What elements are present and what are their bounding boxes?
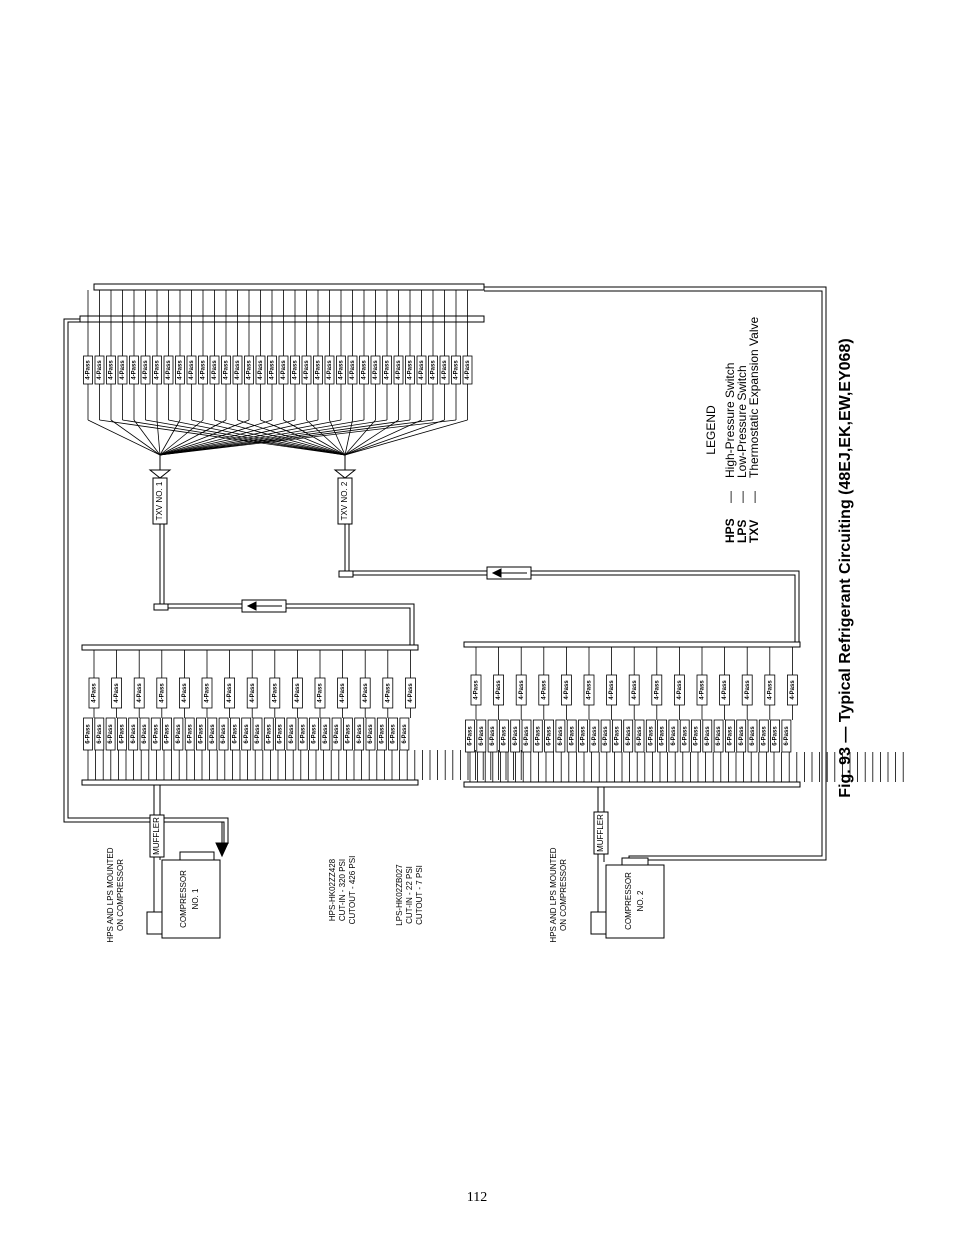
condenser2-4pass-label: 4-Pass xyxy=(699,680,706,700)
evaporator-pass-label: 4-Pass xyxy=(430,360,437,380)
evaporator-pass-label: 4-Pass xyxy=(407,360,414,380)
condenser2-6pass-label: 6-Pass xyxy=(738,726,745,746)
condenser1-top-header xyxy=(82,645,418,650)
evaporator-pass-label: 4-Pass xyxy=(223,360,230,380)
condenser1-6pass-label: 6-Pass xyxy=(96,724,103,744)
distributor-line-2 xyxy=(345,420,468,455)
mounted-note-1: HPS AND LPS MOUNTED xyxy=(106,847,116,943)
condenser2-4pass-label: 4-Pass xyxy=(722,680,729,700)
condenser2-4pass-label: 4-Pass xyxy=(676,680,683,700)
distributor-line-1 xyxy=(160,420,410,455)
condenser1-4pass-label: 4-Pass xyxy=(294,683,301,703)
condenser1-6pass-label: 6-Pass xyxy=(198,724,205,744)
lps-note: LPS-HK02ZB027 xyxy=(395,864,405,926)
evaporator-pass-label: 4-Pass xyxy=(212,360,219,380)
txv1-label: TXV NO. 1 xyxy=(155,481,165,521)
evaporator-pass-label: 4-Pass xyxy=(177,360,184,380)
condenser2-4pass-label: 4-Pass xyxy=(473,680,480,700)
condenser2-top-header xyxy=(464,642,800,647)
condenser1-6pass-label: 6-Pass xyxy=(300,724,307,744)
liquid-line-1 xyxy=(160,524,410,645)
legend-desc: Low-Pressure Switch xyxy=(735,365,750,478)
condenser2-6pass-label: 6-Pass xyxy=(716,726,723,746)
condenser2-6pass-label: 6-Pass xyxy=(772,726,779,746)
condenser1-6pass-label: 6-Pass xyxy=(175,724,182,744)
mounted-note-2: HPS AND LPS MOUNTED xyxy=(549,847,559,943)
compressor-1-top xyxy=(180,852,214,860)
condenser2-4pass-label: 4-Pass xyxy=(654,680,661,700)
condenser2-6pass-label: 6-Pass xyxy=(569,726,576,746)
condenser1-6pass-label: 6-Pass xyxy=(85,724,92,744)
evaporator-pass-label: 4-Pass xyxy=(419,360,426,380)
hps-note: HPS-HK02ZZ428 xyxy=(328,858,338,922)
condenser1-4pass-label: 4-Pass xyxy=(227,683,234,703)
muffler2-label: MUFFLER xyxy=(596,814,606,852)
condenser1-6pass-label: 6-Pass xyxy=(277,724,284,744)
condenser1-6pass-label: 6-Pass xyxy=(164,724,171,744)
condenser1-6pass-label: 6-Pass xyxy=(209,724,216,744)
evaporator-pass-label: 4-Pass xyxy=(292,360,299,380)
condenser1-6pass-label: 6-Pass xyxy=(142,724,149,744)
condenser2-6pass-label: 6-Pass xyxy=(704,726,711,746)
evaporator-pass-label: 4-Pass xyxy=(97,360,104,380)
condenser1-6pass-label: 6-Pass xyxy=(119,724,126,744)
distributor-line-2 xyxy=(238,420,346,455)
evaporator-pass-label: 4-Pass xyxy=(327,360,334,380)
evaporator-pass-label: 4-Pass xyxy=(338,360,345,380)
compressor2-label: COMPRESSOR xyxy=(624,872,634,930)
compressor-1-switch xyxy=(147,912,162,934)
condenser1-6pass-label: 6-Pass xyxy=(368,724,375,744)
condenser2-6pass-label: 6-Pass xyxy=(682,726,689,746)
condenser2-6pass-label: 6-Pass xyxy=(501,726,508,746)
legend-abbr: TXV xyxy=(747,519,762,543)
mounted-note-2: ON COMPRESSOR xyxy=(559,858,569,932)
condenser2-6pass-label: 6-Pass xyxy=(761,726,768,746)
condenser2-6pass-label: 6-Pass xyxy=(478,726,485,746)
condenser2-6pass-label: 6-Pass xyxy=(727,726,734,746)
evaporator-pass-label: 4-Pass xyxy=(350,360,357,380)
evaporator-pass-label: 4-Pass xyxy=(235,360,242,380)
suction-line-outer-inner xyxy=(68,322,228,844)
legend-dash: — xyxy=(735,491,750,503)
condenser2-6pass-label: 6-Pass xyxy=(625,726,632,746)
compressor1-label: NO. 1 xyxy=(191,888,201,910)
condenser1-6pass-label: 6-Pass xyxy=(266,724,273,744)
condenser1-6pass-label: 6-Pass xyxy=(288,724,295,744)
condenser2-6pass-label: 6-Pass xyxy=(693,726,700,746)
evaporator-pass-label: 4-Pass xyxy=(269,360,276,380)
condenser2-6pass-label: 6-Pass xyxy=(750,726,757,746)
evaporator-pass-label: 4-Pass xyxy=(85,360,92,380)
condenser2-4pass-label: 4-Pass xyxy=(586,680,593,700)
evaporator-pass-label: 4-Pass xyxy=(384,360,391,380)
condenser1-4pass-label: 4-Pass xyxy=(385,683,392,703)
condenser2-6pass-label: 6-Pass xyxy=(659,726,666,746)
legend-desc: High-Pressure Switch xyxy=(723,362,738,478)
legend-dash: — xyxy=(747,491,762,503)
condenser2-6pass-label: 6-Pass xyxy=(783,726,790,746)
liquid-line-1b xyxy=(164,524,414,645)
condenser1-6pass-label: 6-Pass xyxy=(345,724,352,744)
distributor-line-1 xyxy=(160,420,433,455)
compressor-2 xyxy=(606,865,664,938)
condenser1-bottom-header xyxy=(82,780,418,785)
condenser1-4pass-label: 4-Pass xyxy=(136,683,143,703)
lps-note: CUT-IN - 22 PSI xyxy=(405,866,415,924)
condenser1-6pass-label: 6-Pass xyxy=(108,724,115,744)
page-number: 112 xyxy=(466,1190,488,1205)
condenser2-6pass-label: 6-Pass xyxy=(557,726,564,746)
evaporator-pass-label: 4-Pass xyxy=(361,360,368,380)
tee-2 xyxy=(339,571,353,577)
evaporator-pass-label: 4-Pass xyxy=(120,360,127,380)
evaporator-pass-label: 4-Pass xyxy=(200,360,207,380)
condenser1-6pass-label: 6-Pass xyxy=(311,724,318,744)
condenser1-4pass-label: 4-Pass xyxy=(249,683,256,703)
compressor2-label: NO. 2 xyxy=(636,890,646,912)
evaporator-pass-label: 4-Pass xyxy=(453,360,460,380)
condenser1-4pass-label: 4-Pass xyxy=(340,683,347,703)
evaporator-pass-label: 4-Pass xyxy=(154,360,161,380)
condenser2-4pass-label: 4-Pass xyxy=(744,680,751,700)
evaporator-manifold xyxy=(80,316,484,322)
evaporator-header xyxy=(94,284,484,290)
condenser2-6pass-label: 6-Pass xyxy=(580,726,587,746)
evaporator-pass-label: 4-Pass xyxy=(246,360,253,380)
condenser2-6pass-label: 6-Pass xyxy=(670,726,677,746)
condenser1-6pass-label: 6-Pass xyxy=(243,724,250,744)
condenser1-6pass-label: 6-Pass xyxy=(130,724,137,744)
condenser2-4pass-label: 4-Pass xyxy=(563,680,570,700)
evaporator-pass-label: 4-Pass xyxy=(281,360,288,380)
condenser1-4pass-label: 4-Pass xyxy=(204,683,211,703)
condenser2-6pass-label: 6-Pass xyxy=(467,726,474,746)
legend-dash: — xyxy=(723,491,738,503)
evaporator-pass-label: 4-Pass xyxy=(258,360,265,380)
legend-abbr: LPS xyxy=(735,519,750,543)
condenser2-6pass-label: 6-Pass xyxy=(546,726,553,746)
evaporator-pass-label: 4-Pass xyxy=(189,360,196,380)
condenser2-6pass-label: 6-Pass xyxy=(512,726,519,746)
condenser1-6pass-label: 6-Pass xyxy=(401,724,408,744)
legend-abbr: HPS xyxy=(723,518,738,543)
compressor-2-top xyxy=(622,858,648,865)
evaporator-pass-label: 4-Pass xyxy=(396,360,403,380)
condenser1-4pass-label: 4-Pass xyxy=(159,683,166,703)
condenser1-6pass-label: 6-Pass xyxy=(379,724,386,744)
hps-note: CUT-IN - 320 PSI xyxy=(338,858,348,922)
compressor1-label: COMPRESSOR xyxy=(179,870,189,928)
condenser2-4pass-label: 4-Pass xyxy=(541,680,548,700)
condenser1-6pass-label: 6-Pass xyxy=(390,724,397,744)
evaporator-pass-label: 4-Pass xyxy=(442,360,449,380)
condenser1-6pass-label: 6-Pass xyxy=(232,724,239,744)
txv2-label: TXV NO. 2 xyxy=(340,481,350,521)
figure-title: Fig. 93 — Typical Refrigerant Circuiting (48EJ,EK,EW,EY068) xyxy=(837,338,855,798)
txv1-valve-icon xyxy=(150,470,170,478)
condenser1-4pass-label: 4-Pass xyxy=(114,683,121,703)
evaporator-pass-label: 4-Pass xyxy=(465,360,472,380)
condenser1-6pass-label: 6-Pass xyxy=(334,724,341,744)
condenser2-6pass-label: 6-Pass xyxy=(490,726,497,746)
muffler1-label: MUFFLER xyxy=(152,817,162,855)
condenser2-4pass-label: 4-Pass xyxy=(789,680,796,700)
distributor-line-1 xyxy=(160,420,364,455)
condenser2-6pass-label: 6-Pass xyxy=(637,726,644,746)
evaporator-pass-label: 4-Pass xyxy=(108,360,115,380)
condenser1-4pass-label: 4-Pass xyxy=(407,683,414,703)
evaporator-pass-label: 4-Pass xyxy=(131,360,138,380)
condenser1-6pass-label: 6-Pass xyxy=(356,724,363,744)
condenser2-6pass-label: 6-Pass xyxy=(614,726,621,746)
txv2-valve-icon xyxy=(335,470,355,478)
distributor-line-2 xyxy=(192,420,346,455)
condenser2-4pass-label: 4-Pass xyxy=(496,680,503,700)
condenser1-4pass-label: 4-Pass xyxy=(362,683,369,703)
condenser2-6pass-label: 6-Pass xyxy=(648,726,655,746)
condenser1-4pass-label: 4-Pass xyxy=(272,683,279,703)
condenser2-4pass-label: 4-Pass xyxy=(518,680,525,700)
condenser1-4pass-label: 4-Pass xyxy=(181,683,188,703)
evaporator-pass-label: 4-Pass xyxy=(304,360,311,380)
condenser2-bottom-header xyxy=(464,782,800,787)
condenser1-6pass-label: 6-Pass xyxy=(221,724,228,744)
condenser1-4pass-label: 4-Pass xyxy=(317,683,324,703)
legend-desc: Thermostatic Expansion Valve xyxy=(747,316,762,478)
evaporator-pass-label: 4-Pass xyxy=(315,360,322,380)
condenser1-6pass-label: 6-Pass xyxy=(153,724,160,744)
distributor-line-1 xyxy=(157,420,160,455)
condenser2-4pass-label: 4-Pass xyxy=(631,680,638,700)
condenser2-4pass-label: 4-Pass xyxy=(767,680,774,700)
condenser2-4pass-label: 4-Pass xyxy=(609,680,616,700)
evaporator-pass-label: 4-Pass xyxy=(373,360,380,380)
lps-note: CUTOUT - 7 PSI xyxy=(415,865,425,925)
condenser2-6pass-label: 6-Pass xyxy=(591,726,598,746)
evaporator-pass-label: 4-Pass xyxy=(166,360,173,380)
suction-arrow-1-head xyxy=(216,843,228,856)
condenser1-6pass-label: 6-Pass xyxy=(187,724,194,744)
evaporator-pass-label: 4-Pass xyxy=(143,360,150,380)
condenser1-4pass-label: 4-Pass xyxy=(91,683,98,703)
mounted-note-1: ON COMPRESSOR xyxy=(116,858,126,932)
condenser1-6pass-label: 6-Pass xyxy=(322,724,329,744)
condenser2-6pass-label: 6-Pass xyxy=(524,726,531,746)
compressor-2-switch xyxy=(591,912,606,934)
hps-note: CUTOUT - 426 PSI xyxy=(348,855,358,925)
distributor-line-1 xyxy=(88,420,160,455)
legend-heading: LEGEND xyxy=(704,405,719,455)
condenser2-6pass-label: 6-Pass xyxy=(535,726,542,746)
tee-1 xyxy=(154,604,168,610)
condenser1-6pass-label: 6-Pass xyxy=(255,724,262,744)
condenser2-6pass-label: 6-Pass xyxy=(603,726,610,746)
